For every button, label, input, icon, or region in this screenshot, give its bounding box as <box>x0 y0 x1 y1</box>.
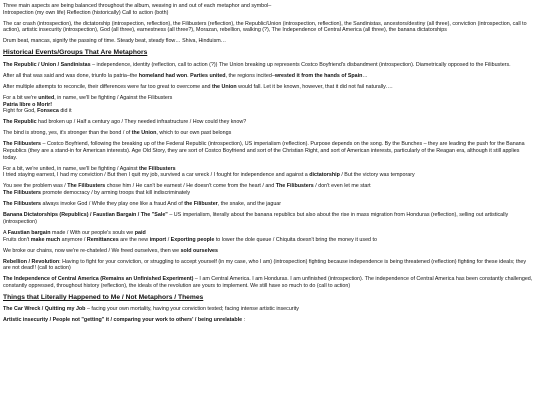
bold-term: make much <box>30 236 61 243</box>
bold-term: The Independence of Central America (Remains an Unfinished Experiment) <box>3 276 194 283</box>
bold-term: The Filibusters <box>3 190 42 197</box>
paragraph-after-all <box>3 73 534 80</box>
text-run: chose him / He can't be earnest / He doesn't come from the heart / and <box>105 183 276 190</box>
paragraph-lyrics-bind <box>3 130 534 137</box>
text-run: / But the victory was temporary <box>339 172 415 179</box>
text-run: After multiple attempts to reconcile, their differences were far too great to overcome and <box>3 83 213 90</box>
bold-term: sold ourselves <box>180 247 218 254</box>
text-run: : Having to fight for your conviction, or struggling to accept yourself (in my case, who I am) (introspection) fighting because independence is being threatened (reflection) fighting for these ideals; they are not dead!! (call to action) <box>3 258 527 272</box>
bold-term: Fonseca <box>37 108 59 115</box>
text-run: promote democracy / by arming troops that kill indiscriminately <box>41 190 191 197</box>
bold-term: The Republic / Union / Sandinistas <box>3 61 91 68</box>
intro-line: Introspection (my own life) Reflection (historically) Call to action (both) <box>3 9 169 16</box>
bold-term: the Filibusters <box>139 165 176 172</box>
bold-term: homeland had won <box>138 72 188 79</box>
paragraph-lyrics-problem <box>3 183 534 196</box>
text-run: For a bit we're <box>3 94 39 101</box>
text-run: … <box>362 72 368 79</box>
text-run: are the new <box>118 236 150 243</box>
text-run: You see the problem was / <box>3 183 68 190</box>
paragraph-lyrics-united <box>3 95 534 115</box>
bold-term: Artistic insecurity / People not "getting" it / comparing your work to others' / being unrelatable <box>3 317 243 324</box>
paragraph-banana <box>3 212 534 225</box>
text-run: – facing your own mortality, having your conviction tested; facing intense artistic insecurity <box>85 306 299 313</box>
paragraph-lyrics-chains <box>3 248 534 255</box>
text-run: would fall. Let it be known, however, that it did not fail naturally…. <box>236 83 393 90</box>
text-run: : <box>242 317 246 324</box>
bold-term: The Republic <box>3 119 37 126</box>
text-run: , which to our own past belongs <box>156 130 232 137</box>
text-run: / <box>166 236 171 243</box>
text-run: Fruits don't <box>3 236 31 243</box>
paragraph-lyrics-invoke <box>3 201 534 208</box>
bold-term: The Filibusters <box>3 201 42 208</box>
text-run: anymore / <box>60 236 87 243</box>
bold-term: the Union <box>212 83 237 90</box>
text-run: – I am Central America. I am Honduras. I am unfinished (introspection). The independence of Central America has been constantly challenged, constantly oppressed, throughout history (reflection), the ideals of the revolution are yours to implement. We still have so much to do (call to action) <box>3 276 533 289</box>
text-run: always invoke God / While they play one like a fraud And of <box>41 201 185 208</box>
paragraph-lyrics-broken <box>3 119 534 126</box>
text-run: made / With our people's souls we <box>50 229 135 236</box>
section-heading-literal: Things that Literally Happened to Me / Not Metaphors / Themes <box>3 293 204 301</box>
bold-term: Patria libre o Morir! <box>3 101 52 108</box>
text-run: The bind is strong, yes, it's stronger than the bond / of <box>3 130 132 137</box>
bold-term: The Filibusters <box>3 141 42 148</box>
bold-term: wrested it from the hands of Spain <box>274 72 363 79</box>
paragraph-lyrics-faustian <box>3 230 534 243</box>
intro-paragraph-drum: Drum beat, mancas, signify the passing of time. Steady beat, steady flow… Shiva, Hinduism… <box>3 38 227 45</box>
section-heading-historical: Historical Events/Groups That Are Metaphors <box>3 49 148 57</box>
bold-term: dictatorship <box>309 172 340 179</box>
bold-term: paid <box>134 229 146 236</box>
intro-line: Three main aspects are being balanced throughout the album, weaving in and out of each metaphor and symbol– <box>3 3 272 9</box>
text-run: / don't even let me start <box>313 183 371 190</box>
bold-term: Rebellion / Revolution <box>3 258 60 265</box>
bold-term: The Filibusters <box>275 183 314 190</box>
text-run: We broke our chains, now we're re-chateled / We freed ourselves, then we <box>3 247 181 254</box>
paragraph-filibusters <box>3 141 534 161</box>
text-run: did it <box>58 108 72 115</box>
paragraph-independence <box>3 276 534 289</box>
bold-term: import <box>149 236 167 243</box>
text-run: , in name, we'll be fighting / Against the Filibusters <box>54 94 173 101</box>
paragraph-after-multiple <box>3 84 534 91</box>
bold-term: The Filibusters <box>67 183 106 190</box>
paragraph-artistic-insecurity <box>3 317 534 324</box>
bold-term: Faustian bargain <box>7 229 51 236</box>
text-run: Fight for God, <box>3 108 38 115</box>
text-run: to lower the dole queue / Chiquita doesn't bring the money it used to <box>214 236 377 243</box>
bold-term: the Filibuster <box>184 201 218 208</box>
intro-paragraph-aspects <box>3 3 534 16</box>
text-run: – Costco Boyfriend, following the breaking up of the Federal Republic (introspection), US imperialism (reflection). Purpose depends on the song. By the Bunches – they are leading the push for the Banana Republics (they are a stand-in for American interests). Age Old Story, they are sort of Costco Boyfriend and sort of the Christian Right, and sort of American interests, particularly of the Reagan era, although it still applies today. <box>3 141 525 161</box>
text-run: – independence, identity (reflection, call to action (?)) The Union breaking up represents Costco Boyfriend's disbandment (introspection). Diametrically opposed to the Filibusters. <box>90 61 511 68</box>
bold-term: Banana Dictatorships (Republics) / Faustian Bargain / The "Sale" <box>3 212 168 219</box>
text-run: – US imperialism, literally about the banana republics but also about the rise in mass migration from Honduras (reflection), selling out artistically (introspection) <box>3 212 509 225</box>
paragraph-republic <box>3 62 534 69</box>
intro-paragraph-symbols: The car crash (introspection), the dictatorship (introspection, reflection), the Filibusters (reflection), the Republic/Union (introspection, reflection), the Sandinistas, ancestors/destiny (all three), conviction (introspection, call to action), artistic insecurity (introspection), God (all three), earnestness (all three?), Morazan, rebellion, walking (?), The Independence of Central America (all three), the banana dictatorships <box>3 20 527 34</box>
text-run: For a bit, we're united, in name, we'll be fighting / Against <box>3 165 140 172</box>
bold-term: Exporting people <box>170 236 215 243</box>
text-run: I tried staying earnest, I had my conviction / But then I quit my job, survived a car wreck / I fought for independence and against a <box>3 172 310 179</box>
paragraph-rebellion <box>3 259 534 272</box>
bold-term: The Car Wreck / Quitting my Job <box>3 306 86 313</box>
text-run: . <box>187 72 191 79</box>
bold-term: united <box>38 94 55 101</box>
bold-term: Parties united <box>190 72 226 79</box>
text-run: , the snake, and the jaguar <box>217 201 282 208</box>
text-run: had broken up / Half a century ago / They needed infrastructure / How could they know? <box>36 119 247 126</box>
bold-term: the Union <box>131 130 157 137</box>
text-run: After all that was said and was done, triunfo la patria–the <box>3 72 139 79</box>
text-run: , the regions incited– <box>225 72 275 79</box>
paragraph-car-wreck <box>3 306 534 313</box>
bold-term: Remittances <box>86 236 119 243</box>
paragraph-lyrics-earnest <box>3 166 534 179</box>
text-run: A <box>3 229 8 236</box>
